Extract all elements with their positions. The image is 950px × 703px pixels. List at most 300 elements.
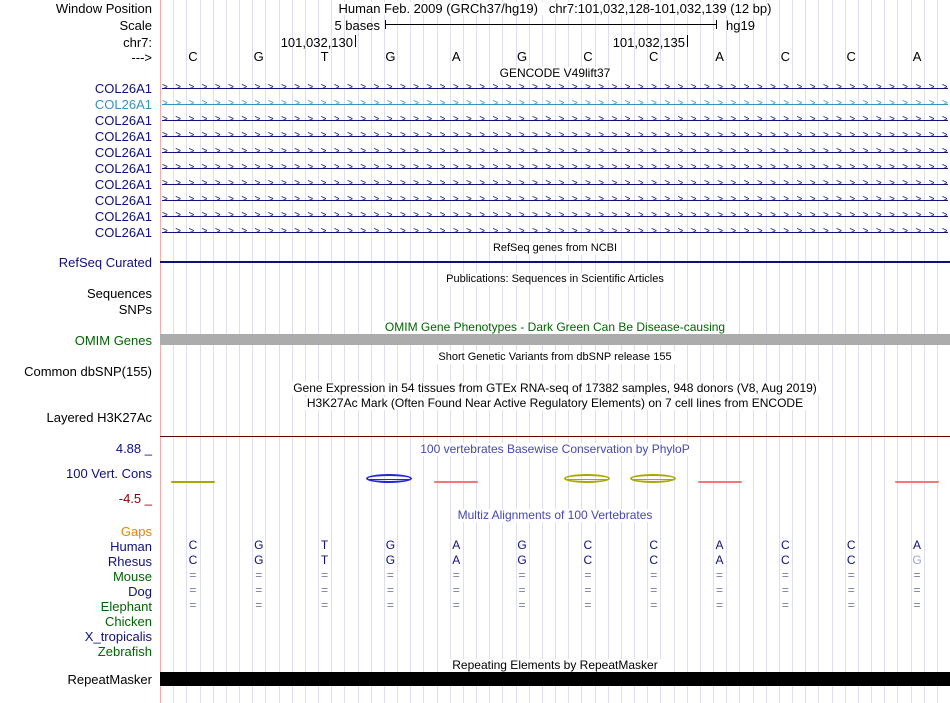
phylop-ellipse-mark[interactable] [366,474,412,483]
arrow-right-icon: > [360,226,367,237]
arrow-right-icon: > [347,130,353,141]
arrow-right-icon: > [783,162,790,173]
arrow-right-icon: > [267,146,274,157]
alignment-cell: = [716,568,724,582]
alignment-cell: = [518,583,526,597]
arrow-right-icon: > [703,82,710,93]
arrow-right-icon: > [505,98,512,109]
arrow-right-icon: > [849,226,856,237]
arrow-right-icon: > [836,210,842,221]
arrow-right-icon: > [307,194,314,205]
track-label-repeatmasker[interactable]: RepeatMasker [67,672,152,687]
arrow-right-icon: > [426,146,433,157]
arrow-right-icon: > [889,82,895,93]
track-label-common-dbsnp[interactable]: Common dbSNP(155) [24,364,152,379]
arrow-right-icon: > [756,82,763,93]
arrow-right-icon: > [254,146,261,157]
arrow-right-icon: > [214,178,221,189]
arrow-right-icon: > [783,146,790,157]
track-title-dbsnp[interactable]: Short Genetic Variants from dbSNP release 155 [160,351,950,364]
arrow-right-icon: > [518,130,525,141]
alignment-row-rhesus[interactable] [160,553,950,568]
scale-bar-left-tick [385,20,386,29]
gene-label-col26a1[interactable]: COL26A1 [94,225,152,240]
arrow-right-icon: > [783,114,790,125]
arrow-right-icon: > [822,146,829,157]
arrow-right-icon: > [532,210,538,221]
arrow-right-icon: > [836,226,842,237]
alignment-cell: A [452,538,461,552]
track-label-snps[interactable]: SNPs [118,302,152,317]
arrow-right-icon: > [637,98,644,109]
alignment-cell: = [255,583,263,597]
arrow-right-icon: > [902,130,909,141]
arrow-right-icon: > [479,114,486,125]
arrow-right-icon: > [624,210,631,221]
gene-transcript-row[interactable] [160,160,950,176]
arrow-right-icon: > [347,210,353,221]
arrow-right-icon: > [941,82,948,93]
arrow-right-icon: > [862,146,869,157]
base-letter: A [715,49,724,64]
arrow-right-icon: > [703,178,710,189]
species-label-gaps[interactable]: Gaps [120,524,152,539]
alignment-cell: = [386,568,394,582]
arrow-right-icon: > [783,98,790,109]
arrow-right-icon: > [373,194,380,205]
arrow-right-icon: > [320,162,327,173]
arrow-right-icon: > [162,210,168,221]
arrow-right-icon: > [280,98,287,109]
transcript-strand-arrows [162,112,948,128]
arrow-right-icon: > [188,130,195,141]
track-title-gtex[interactable]: Gene Expression in 54 tissues from GTEx RNA-seq of 17382 samples, 948 donors (V8, Aug 2019) [160,382,950,395]
arrow-right-icon: > [439,226,446,237]
arrow-right-icon: > [307,162,314,173]
arrow-right-icon: > [889,226,895,237]
arrow-right-icon: > [386,226,393,237]
alignment-cell: G [912,553,922,567]
arrow-right-icon: > [585,130,591,141]
arrow-right-icon: > [902,82,909,93]
arrow-right-icon: > [347,162,353,173]
phylop-ellipse-strike [632,479,674,480]
track-title-conservation[interactable]: 100 vertebrates Basewise Conservation by PhyloP [160,443,950,456]
arrow-right-icon: > [928,178,935,189]
arrow-right-icon: > [571,226,578,237]
arrow-right-icon: > [320,146,327,157]
arrow-right-icon: > [770,226,776,237]
arrow-right-icon: > [347,178,353,189]
gene-transcript-row[interactable] [160,128,950,144]
arrow-right-icon: > [637,130,644,141]
arrow-right-icon: > [175,82,182,93]
arrow-right-icon: > [915,130,922,141]
conservation-max-value: 4.88 _ [115,441,152,456]
arrow-right-icon: > [862,226,869,237]
arrow-right-icon: > [730,226,737,237]
arrow-right-icon: > [637,194,644,205]
gene-transcript-row[interactable] [160,144,950,160]
arrow-right-icon: > [201,178,208,189]
arrow-right-icon: > [941,226,948,237]
arrow-right-icon: > [532,98,538,109]
track-label-100-vert-cons[interactable]: 100 Vert. Cons [66,466,152,481]
alignment-cell: = [386,598,394,612]
arrow-right-icon: > [201,146,208,157]
arrow-right-icon: > [941,194,948,205]
arrow-right-icon: > [611,194,618,205]
arrow-right-icon: > [756,194,763,205]
arrow-right-icon: > [466,162,472,173]
arrow-right-icon: > [875,130,882,141]
arrow-right-icon: > [571,82,578,93]
arrow-right-icon: > [241,162,248,173]
arrow-right-icon: > [228,114,234,125]
arrow-right-icon: > [862,130,869,141]
gene-label-col26a1[interactable]: COL26A1 [94,129,152,144]
phylop-ellipse-mark[interactable] [630,474,676,483]
track-title-publications[interactable]: Publications: Sequences in Scientific Articles [160,273,950,286]
arrow-right-icon: > [214,82,221,93]
arrow-right-icon: > [518,82,525,93]
arrow-right-icon: > [770,146,776,157]
arrow-right-icon: > [426,210,433,221]
arrow-right-icon: > [571,146,578,157]
arrow-right-icon: > [717,98,724,109]
arrow-right-icon: > [360,82,367,93]
arrow-right-icon: > [214,98,221,109]
track-label-refseq-curated[interactable]: RefSeq Curated [58,255,152,270]
arrow-right-icon: > [915,114,922,125]
arrow-right-icon: > [294,178,301,189]
arrow-right-icon: > [783,178,790,189]
arrow-right-icon: > [479,226,486,237]
arrow-right-icon: > [928,82,935,93]
arrow-right-icon: > [532,146,538,157]
arrow-right-icon: > [201,82,208,93]
track-title-repeatmasker[interactable]: Repeating Elements by RepeatMasker [160,659,950,672]
alignment-cell: = [650,598,658,612]
arrow-right-icon: > [624,98,631,109]
arrow-right-icon: > [836,194,842,205]
arrow-right-icon: > [399,82,406,93]
arrow-right-icon: > [703,114,710,125]
arrow-right-icon: > [413,82,419,93]
gene-transcript-row[interactable] [160,112,950,128]
arrow-right-icon: > [333,98,340,109]
gene-label-col26a1[interactable]: COL26A1 [94,81,152,96]
arrow-right-icon: > [889,114,895,125]
gene-label-col26a1[interactable]: COL26A1 [94,161,152,176]
arrow-right-icon: > [280,226,287,237]
track-label-layered-h3k27ac[interactable]: Layered H3K27Ac [46,410,152,425]
arrow-right-icon: > [598,162,605,173]
species-label-dog[interactable]: Dog [128,584,152,599]
track-label-sequences[interactable]: Sequences [86,286,152,301]
arrow-right-icon: > [413,226,419,237]
arrow-right-icon: > [267,98,274,109]
arrow-right-icon: > [439,178,446,189]
arrow-right-icon: > [558,162,565,173]
arrow-right-icon: > [598,146,605,157]
arrow-right-icon: > [333,226,340,237]
arrow-right-icon: > [360,194,367,205]
arrow-right-icon: > [889,146,895,157]
gene-transcript-row[interactable] [160,224,950,240]
arrow-right-icon: > [439,114,446,125]
gene-transcript-row[interactable] [160,80,950,96]
arrow-right-icon: > [479,194,486,205]
arrow-right-icon: > [532,130,538,141]
species-label-chicken[interactable]: Chicken [105,614,152,629]
arrow-right-icon: > [492,114,499,125]
gene-label-col26a1[interactable]: COL26A1 [94,193,152,208]
arrow-right-icon: > [479,178,486,189]
arrow-right-icon: > [267,130,274,141]
arrow-right-icon: > [333,162,340,173]
arrow-right-icon: > [730,178,737,189]
arrow-right-icon: > [571,98,578,109]
species-label-human[interactable]: Human [110,539,152,554]
arrow-right-icon: > [532,226,538,237]
arrow-right-icon: > [677,210,684,221]
arrow-right-icon: > [915,226,922,237]
alignment-row-elephant[interactable] [160,598,950,613]
arrow-right-icon: > [796,82,803,93]
gene-label-col26a1[interactable]: COL26A1 [94,145,152,160]
arrow-right-icon: > [717,162,724,173]
alignment-cell: = [255,568,263,582]
arrow-right-icon: > [915,146,922,157]
arrow-right-icon: > [637,178,644,189]
assembly-badge: hg19 [726,18,755,33]
phylop-ellipse-mark[interactable] [564,474,610,483]
arrow-right-icon: > [399,98,406,109]
arrow-right-icon: > [175,114,182,125]
arrow-right-icon: > [294,82,301,93]
arrow-right-icon: > [928,114,935,125]
alignment-row-dog[interactable] [160,583,950,598]
gene-label-col26a1[interactable]: COL26A1 [94,113,152,128]
arrow-right-icon: > [558,82,565,93]
arrow-right-icon: > [545,194,552,205]
arrow-right-icon: > [571,194,578,205]
arrow-right-icon: > [307,146,314,157]
track-title-h3k27ac[interactable]: H3K27Ac Mark (Often Found Near Active Regulatory Elements) on 7 cell lines from ENCODE [160,397,950,410]
arrow-right-icon: > [162,130,168,141]
arrow-right-icon: > [399,146,406,157]
arrow-right-icon: > [611,130,618,141]
arrow-right-icon: > [664,162,671,173]
arrow-right-icon: > [677,162,684,173]
arrow-right-icon: > [637,226,644,237]
gene-label-col26a1[interactable]: COL26A1 [94,97,152,112]
arrow-right-icon: > [373,114,380,125]
arrow-right-icon: > [809,98,816,109]
arrow-right-icon: > [373,146,380,157]
alignment-row-human[interactable] [160,538,950,553]
arrow-right-icon: > [333,178,340,189]
scale-bar-line [385,24,717,25]
arrow-right-icon: > [479,98,486,109]
arrow-right-icon: > [360,114,367,125]
base-letter: A [912,49,922,64]
arrow-right-icon: > [413,146,419,157]
alignment-row-mouse[interactable] [160,568,950,583]
gene-transcript-row[interactable] [160,192,950,208]
arrow-right-icon: > [188,178,195,189]
arrow-right-icon: > [280,82,287,93]
arrow-right-icon: > [347,146,353,157]
arrow-right-icon: > [439,98,446,109]
arrow-right-icon: > [809,114,816,125]
arrow-right-icon: > [902,114,909,125]
base-letter: C [188,49,198,64]
arrow-right-icon: > [241,210,248,221]
arrow-right-icon: > [479,162,486,173]
base-sequence-row [160,49,950,64]
arrow-right-icon: > [452,194,459,205]
arrow-right-icon: > [836,114,842,125]
alignment-cell: G [385,538,396,552]
strand-direction-label: ---> [131,50,152,65]
arrow-right-icon: > [347,114,353,125]
species-label-mouse[interactable]: Mouse [112,569,152,584]
arrow-right-icon: > [730,130,737,141]
arrow-right-icon: > [717,194,724,205]
arrow-right-icon: > [941,114,948,125]
arrow-right-icon: > [637,162,644,173]
arrow-right-icon: > [770,82,776,93]
arrow-right-icon: > [875,82,882,93]
refseq-curated-gene-line[interactable] [160,261,950,263]
arrow-right-icon: > [492,210,499,221]
arrow-right-icon: > [280,178,287,189]
transcript-strand-arrows [162,224,948,240]
arrow-right-icon: > [664,226,671,237]
arrow-right-icon: > [360,146,367,157]
alignment-cell: = [584,598,592,612]
arrow-right-icon: > [439,82,446,93]
gene-transcript-row[interactable] [160,208,950,224]
arrow-right-icon: > [399,226,406,237]
phylop-line-mark[interactable] [434,481,478,483]
arrow-right-icon: > [756,178,763,189]
track-title-multiz[interactable]: Multiz Alignments of 100 Vertebrates [160,509,950,522]
track-title-gencode[interactable]: GENCODE V49lift37 [160,67,950,80]
arrow-right-icon: > [743,146,750,157]
arrow-right-icon: > [585,178,591,189]
arrow-right-icon: > [717,146,724,157]
arrow-right-icon: > [796,226,803,237]
arrow-right-icon: > [902,98,909,109]
arrow-right-icon: > [624,226,631,237]
arrow-right-icon: > [902,226,909,237]
arrow-right-icon: > [836,178,842,189]
arrow-right-icon: > [254,98,261,109]
species-label-elephant[interactable]: Elephant [100,599,152,614]
alignment-cell: = [913,598,921,612]
gene-transcript-row[interactable] [160,176,950,192]
arrow-right-icon: > [307,178,314,189]
gene-label-col26a1[interactable]: COL26A1 [94,177,152,192]
arrow-right-icon: > [439,210,446,221]
arrow-right-icon: > [651,210,657,221]
transcript-strand-arrows [162,208,948,224]
arrow-right-icon: > [585,162,591,173]
arrow-right-icon: > [228,82,234,93]
alignment-cell: = [321,583,329,597]
arrow-right-icon: > [201,194,208,205]
gene-transcript-row[interactable] [160,96,950,112]
arrow-right-icon: > [624,114,631,125]
arrow-right-icon: > [941,146,948,157]
arrow-right-icon: > [849,162,856,173]
species-label-zebrafish[interactable]: Zebrafish [97,644,152,659]
alignment-cell: = [518,598,526,612]
arrow-right-icon: > [875,226,882,237]
arrow-right-icon: > [677,98,684,109]
arrow-right-icon: > [188,114,195,125]
arrow-right-icon: > [651,98,657,109]
alignment-cell: = [781,583,789,597]
species-label-x_tropicalis[interactable]: X_tropicalis [84,629,152,644]
arrow-right-icon: > [889,130,895,141]
arrow-right-icon: > [466,98,472,109]
arrow-right-icon: > [902,194,909,205]
arrow-right-icon: > [915,162,922,173]
base-letter: G [516,49,528,64]
arrow-right-icon: > [558,130,565,141]
arrow-right-icon: > [267,162,274,173]
species-label-rhesus[interactable]: Rhesus [107,554,152,569]
track-title-refseq[interactable]: RefSeq genes from NCBI [160,242,950,255]
arrow-right-icon: > [585,82,591,93]
arrow-right-icon: > [809,146,816,157]
arrow-right-icon: > [241,178,248,189]
arrow-right-icon: > [862,114,869,125]
phylop-line-mark[interactable] [698,481,742,483]
track-label-omim-genes[interactable]: OMIM Genes [74,333,152,348]
phylop-line-mark[interactable] [895,481,939,483]
omim-genes-bar[interactable] [160,334,950,345]
arrow-right-icon: > [452,82,459,93]
arrow-right-icon: > [902,162,909,173]
arrow-right-icon: > [545,130,552,141]
arrow-right-icon: > [452,178,459,189]
gene-label-col26a1[interactable]: COL26A1 [94,209,152,224]
arrow-right-icon: > [611,146,618,157]
arrow-right-icon: > [307,98,314,109]
arrow-right-icon: > [941,162,948,173]
arrow-right-icon: > [175,130,182,141]
arrow-right-icon: > [770,194,776,205]
arrow-right-icon: > [651,162,657,173]
arrow-right-icon: > [585,210,591,221]
arrow-right-icon: > [730,98,737,109]
coordinate-value: 101,032,135 [612,35,685,50]
arrow-right-icon: > [730,162,737,173]
arrow-right-icon: > [902,210,909,221]
track-title-omim[interactable]: OMIM Gene Phenotypes - Dark Green Can Be Disease-causing [160,321,950,334]
phylop-line-mark[interactable] [171,481,215,483]
repeatmasker-element-bar[interactable] [160,672,950,686]
arrow-right-icon: > [836,130,842,141]
alignment-cell: = [189,568,197,582]
arrow-right-icon: > [254,178,261,189]
arrow-right-icon: > [703,146,710,157]
